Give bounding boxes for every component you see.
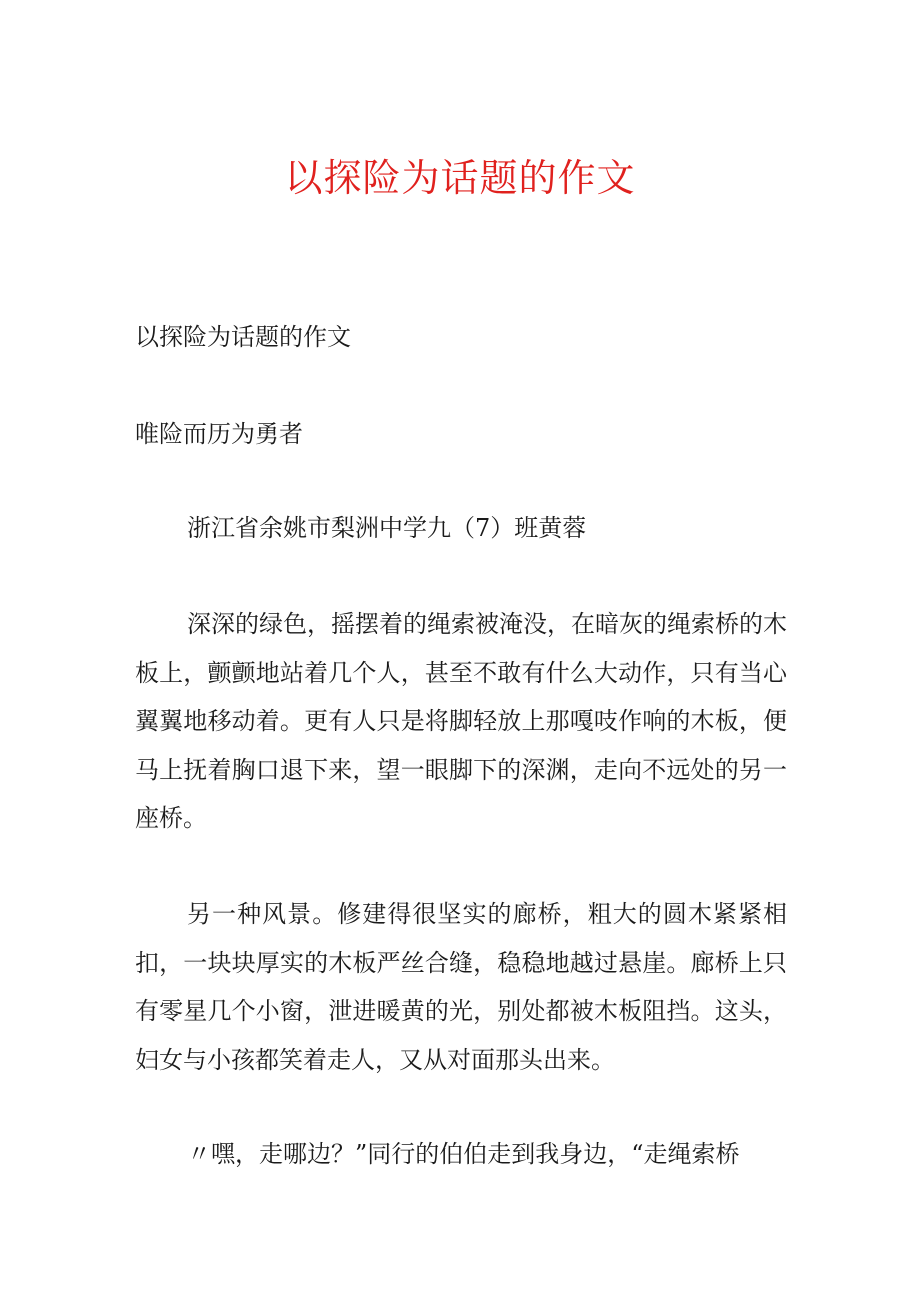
paragraph-3: 〃嘿，走哪边？”同行的伯伯走到我身边，“走绳索桥 [187,1140,740,1168]
essay-subheading: 唯险而历为勇者 [135,420,303,448]
paragraph-1: 深深的绿色，摇摆着的绳索被淹没，在暗灰的绳索桥的木板上，颤颤地站着几个人，甚至不敢有什么大动作，只有当心翼翼地移动着。更有人只是将脚轻放上那嘎吱作响的木板，便马上抚着胸口退下来，望一眼脚下的深渊，走向不远处的另一座桥。 [135,610,787,832]
author-line: 浙江省余姚市梨洲中学九（7）班黄蓉 [187,514,587,542]
paragraph-2: 另一种风景。修建得很坚实的廊桥，粗大的圆木紧紧相扣，一块块厚实的木板严丝合缝，稳稳地越过悬崖。廊桥上只有零星几个小窗，泄进暖黄的光，别处都被木板阻挡。这头，妇女与小孩都笑着走人，又从对面那头出来。 [135,900,787,1074]
document-title: 以探险为话题的作文 [284,156,636,200]
essay-heading: 以探险为话题的作文 [135,323,351,351]
